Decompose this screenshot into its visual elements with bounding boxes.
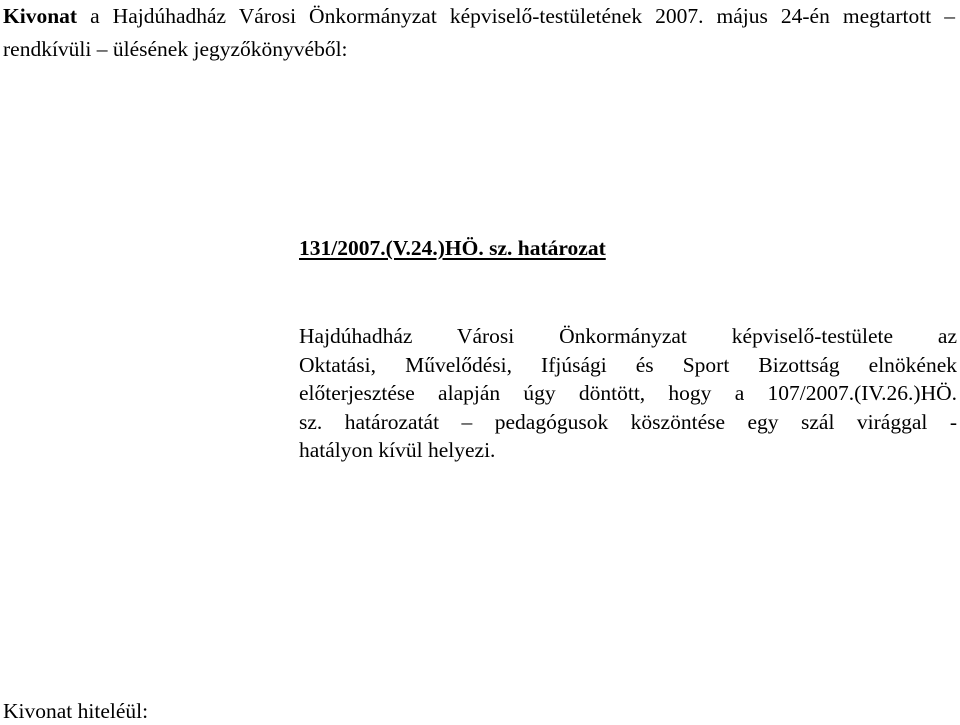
attest-label: Kivonat hiteléül: [3,699,149,723]
document-header [3,0,955,66]
decision-line: hatályon kívül helyezi. [299,438,496,463]
decision-line: sz. határozatát – pedagógusok köszöntése egy szál virággal - [299,409,957,434]
decision-line: előterjesztése alapján úgy döntött, hogy a 107/2007.(IV.26.)HÖ. [299,381,957,406]
decision-line: Oktatási, Művelődési, Ifjúsági és Sport Bizottság elnökének [299,352,957,377]
decision-line: Hajdúhadház Városi Önkormányzat képviselő-testülete az [299,324,957,348]
header-text: a Hajdúhadház Városi Önkormányzat képviselő-testületének 2007. május 24-én megtartott – rendkívüli – ülésének jegyzőkönyvéből: [3,4,955,61]
header-lead: Kivonat [3,4,78,28]
decision-body [299,322,957,465]
decision-title: 131/2007.(V.24.)HÖ. sz. határozat [299,236,606,260]
